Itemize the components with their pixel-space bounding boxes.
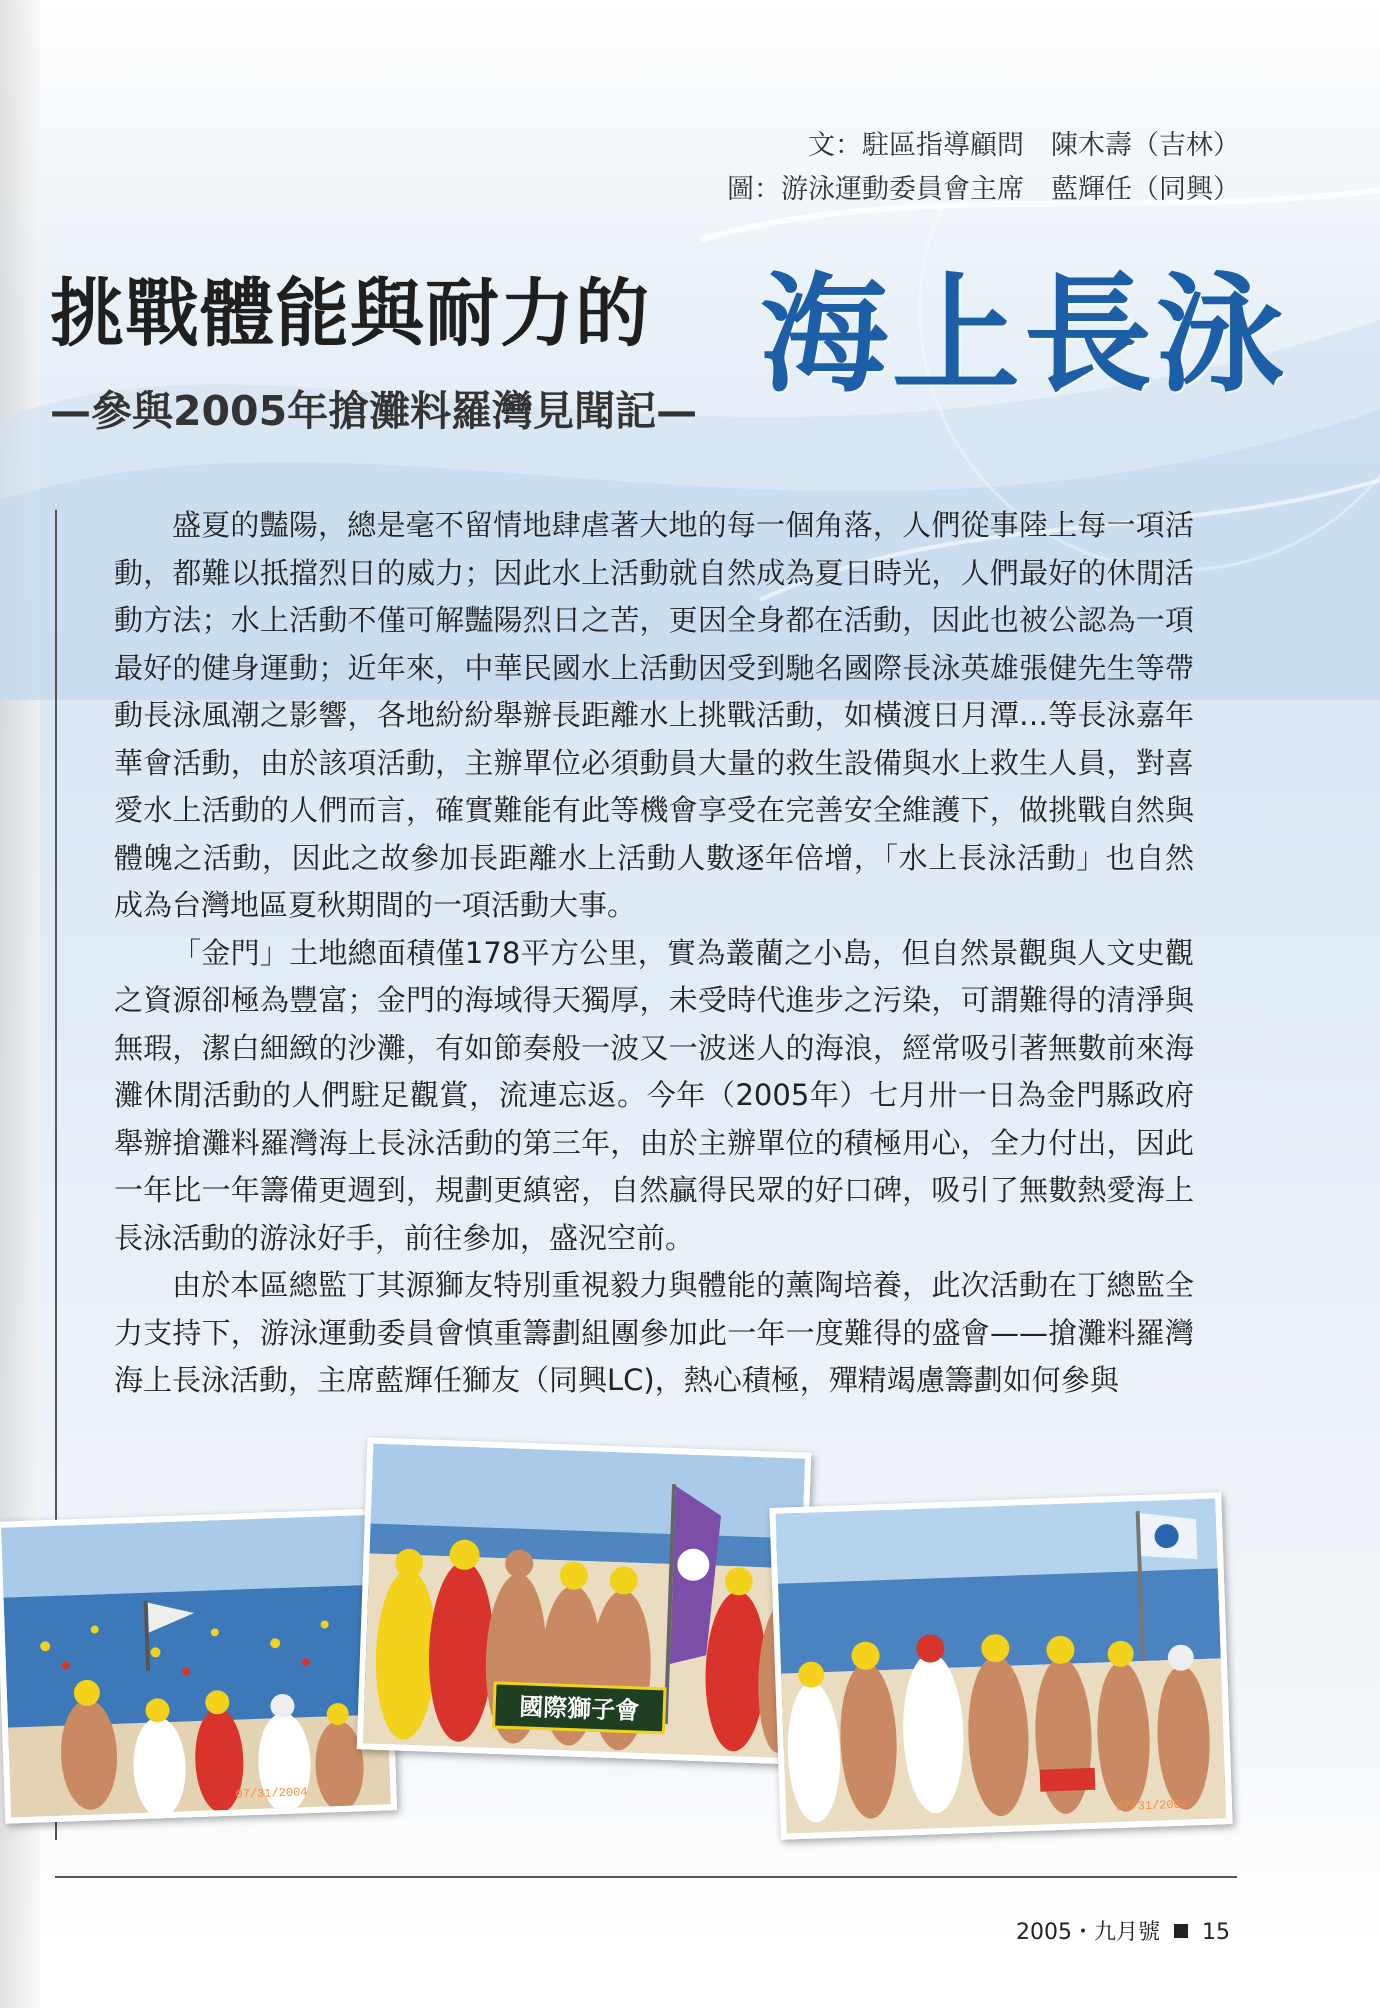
- square-bullet-icon: [1174, 1924, 1188, 1938]
- page-number: 15: [1202, 1920, 1230, 1945]
- article-body: [114, 502, 1194, 1405]
- body-paragraph: 「金門」土地總面積僅178平方公里，實為叢藺之小島，但自然景觀與人文史觀之資源卻極為豐富；金門的海域得天獨厚，未受時代進步之污染，可謂難得的清淨與無瑕，潔白細緻的沙灘，有如節奏般一波又一波迷人的海浪，經常吸引著無數前來海灘休閒活動的人們駐足觀賞，流連忘返。今年（2005年）七月卅一日為金門縣政府舉辦搶灘料羅灣海上長泳活動的第三年，由於主辦單位的積極用心，全力付出，因此一年比一年籌備更週到，規劃更縝密，自然贏得民眾的好口碑，吸引了無數熱愛海上長泳活動的游泳好手，前往參加，盛況空前。: [114, 935, 1194, 1255]
- issue-label: 2005・九月號: [1016, 1920, 1160, 1945]
- page-footer: [1016, 1915, 1230, 1946]
- photo-beach-swimmers: [0, 1508, 397, 1823]
- bottom-horizontal-rule: [55, 1876, 1237, 1878]
- article-title: 挑戰體能與耐力的: [50, 271, 650, 357]
- body-paragraph: 盛夏的豔陽，總是毫不留情地肆虐著大地的每一個角落，人們從事陸上每一項活動，都難以抵擋烈日的威力；因此水上活動就自然成為夏日時光，人們最好的休閒活動方法；水上活動不僅可解豔陽烈日之苦，更因全身都在活動，因此也被公認為一項最好的健身運動；近年來，中華民國水上活動因受到馳名國際長泳英雄張健先生等帶動長泳風潮之影響，各地紛紛舉辦長距離水上挑戰活動，如橫渡日月潭…等長泳嘉年華會活動，由於該項活動，主辦單位必須動員大量的救生設備與水上救生人員，對喜愛水上活動的人們而言，確實難能有此等機會享受在完善安全維護下，做挑戰自然與體魄之活動，因此之故參加長距離水上活動人數逐年倍增，「水上長泳活動」也自然成為台灣地區夏秋期間的一項活動大事。: [114, 508, 1194, 922]
- photo-swimmers-shore: [769, 1492, 1232, 1840]
- photo-date-stamp: 07/31/2004: [235, 1785, 308, 1802]
- article-title-highlight: 海上長泳: [760, 260, 1289, 410]
- photo-date-stamp: 07/31/2004: [1115, 1797, 1189, 1815]
- article-credits: [727, 124, 1240, 212]
- photo-credit: 圖：游泳運動委員會主席 藍輝任（同興）: [727, 174, 1240, 205]
- photo-team-group: [357, 1437, 812, 1764]
- article-subtitle: —參與2005年搶灘料羅灣見聞記—: [50, 387, 698, 435]
- body-paragraph: 由於本區總監丁其源獅友特別重視毅力與體能的薰陶培養，此次活動在丁總監全力支持下，游泳運動委員會慎重籌劃組團參加此一年一度難得的盛會——搶灘料羅灣海上長泳活動，主席藍輝任獅友（同興LC)，熱心積極，殫精竭慮籌劃如何參與: [114, 1268, 1194, 1397]
- team-banner-text: 國際獅子會: [518, 1692, 640, 1725]
- writer-credit: 文：駐區指導顧問 陳木壽（吉林）: [808, 130, 1240, 161]
